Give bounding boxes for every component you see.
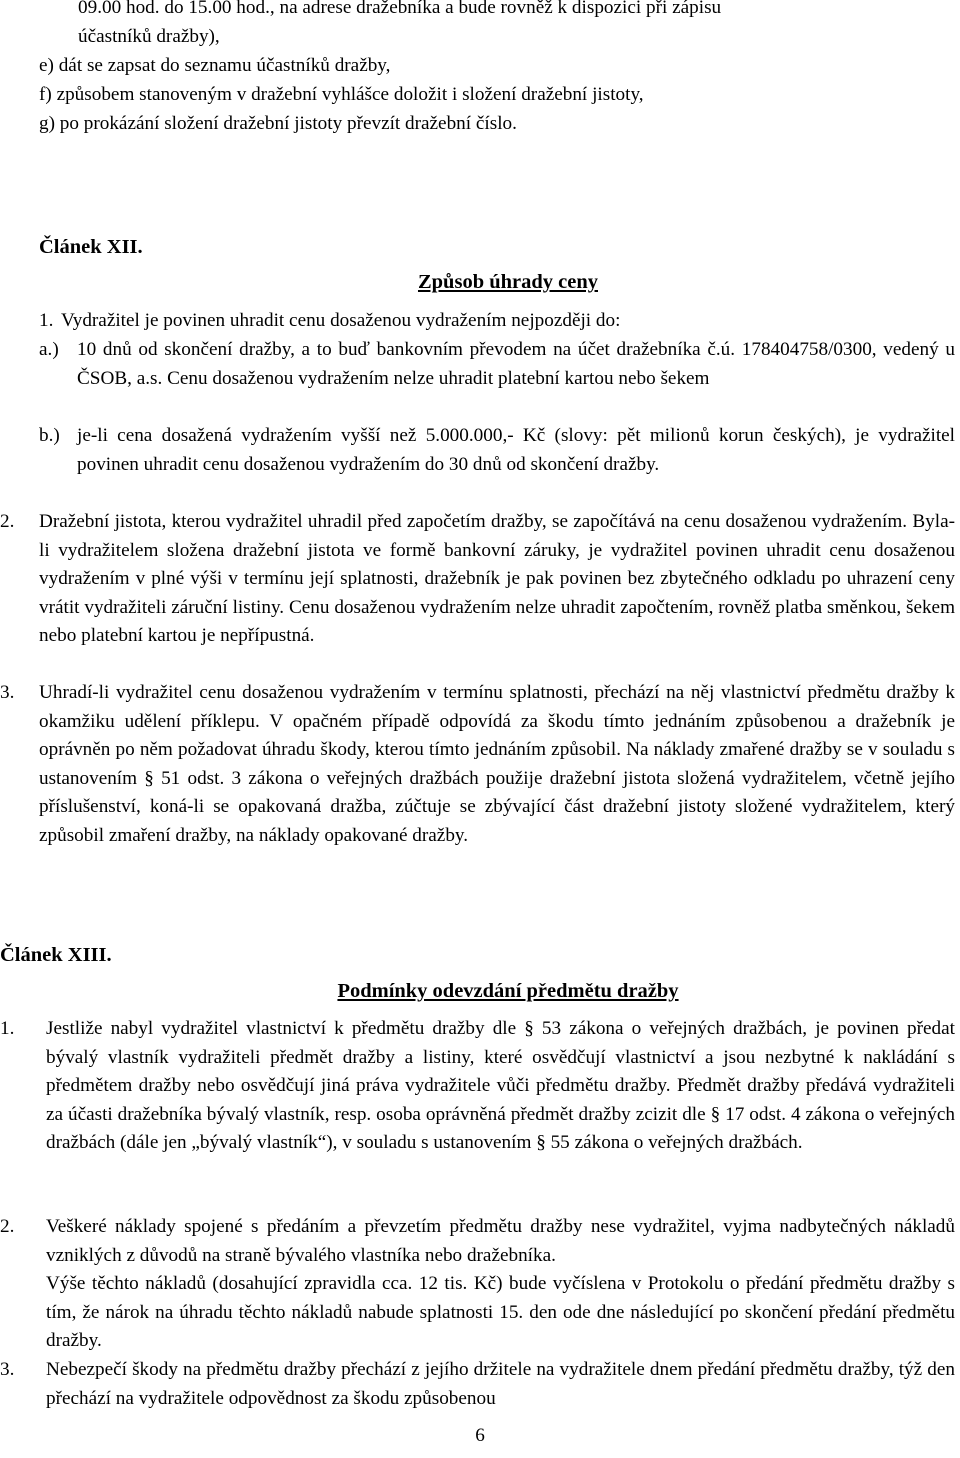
item-g: g) po prokázání složení dražební jistoty převzít dražební číslo. bbox=[39, 113, 517, 134]
page-number: 6 bbox=[475, 1425, 485, 1446]
item-number: 2. bbox=[0, 511, 15, 532]
item-text: je-li cena dosažená vydražením vyšší než 5.000.000,- Kč (slovy: pět milionů korun českých), je vydražitel povinen uhradit cenu dosaženou vydražením do 30 dnů od skončení dražby. bbox=[77, 425, 955, 475]
article-12-heading: Článek XII. bbox=[39, 236, 143, 258]
item-text: Nebezpečí škody na předmětu dražby přechází z jejího držitele na vydražitele dnem předání předmětu dražby, týž den přechází na vydražitele odpovědnost za škodu způsobenou bbox=[46, 1359, 955, 1409]
item-number: 1. bbox=[0, 1018, 15, 1039]
item-text-cont: Výše těchto nákladů (dosahující zpravidla cca. 12 tis. Kč) bude vyčíslena v Protokolu o předání předmětu dražby s tím, že nárok na úhradu těchto nákladů nabude splatnosti 15. den ode dne následující po skončení předání předmětu dražby. bbox=[46, 1273, 955, 1352]
item-number: 3. bbox=[0, 1359, 15, 1380]
article-13-heading: Článek XIII. bbox=[0, 944, 112, 966]
article-12-item-a bbox=[39, 336, 955, 393]
item-text: Veškeré náklady spojené s předáním a převzetím předmětu dražby nese vydražitel, vyjma nadbytečných nákladů vzniklých z důvodů na straně bývalého vlastníka nebo dražebníka. bbox=[46, 1216, 955, 1266]
article-12-item-2 bbox=[0, 508, 955, 651]
article-13-item-1 bbox=[0, 1015, 955, 1158]
article-13-item-3 bbox=[0, 1356, 955, 1413]
item-number: a.) bbox=[39, 339, 59, 360]
item-number: b.) bbox=[39, 425, 60, 446]
item-f: f) způsobem stanoveným v dražební vyhlášce doložit i složení dražební jistoty, bbox=[39, 84, 644, 105]
continuation-line-1: 09.00 hod. do 15.00 hod., na adrese dražebníka a bude rovněž k dispozici při zápisu bbox=[78, 0, 722, 18]
article-12-item-b bbox=[39, 422, 955, 479]
item-text: Dražební jistota, kterou vydražitel uhradil před započetím dražby, se započítává na cenu dosaženou vydražením. Byla-li vydražitelem složena dražební jistota ve formě bankovní záruky, je vydražitel povinen uhradit cenu dosaženou vydražením v plné výši v termínu její splatnosti, dražebník je pak povinen bez zbytečného odkladu po uhrazení ceny vrátit vydražiteli záruční listiny. Cenu dosaženou vydražením nelze uhradit započtením, rovněž platba směnkou, šekem nebo platební kartou je nepřípustná. bbox=[39, 511, 955, 647]
article-13-item-2 bbox=[0, 1213, 955, 1356]
item-text: Vydražitel je povinen uhradit cenu dosaženou vydražením nejpozději do: bbox=[61, 310, 621, 331]
item-text: Uhradí-li vydražitel cenu dosaženou vydražením v termínu splatnosti, přechází na něj vlastnictví předmětu dražby k okamžiku udělení příklepu. V opačném případě odpovídá za škodu tímto jednáním způsobenou a dražebník je oprávněn po něm požadovat úhradu škody, kterou tímto jednáním způsobil. Na náklady zmařené dražby se v souladu s ustanovením § 51 odst. 3 zákona o veřejných dražbách použije dražební jistota složená vydražitelem, včetně jejího příslušenství, koná-li se opakovaná dražba, zúčtuje se zbývající část dražební jistoty složené vydražitelem, který způsobil zmaření dražby, na náklady opakované dražby. bbox=[39, 682, 955, 846]
continuation-line-2: účastníků dražby), bbox=[78, 26, 220, 47]
item-number: 1. bbox=[39, 310, 54, 331]
item-number: 2. bbox=[0, 1216, 15, 1237]
item-text: 10 dnů od skončení dražby, a to buď bankovním převodem na účet dražebníka č.ú. 178404758/0300, vedený u ČSOB, a.s. Cenu dosaženou vydražením nelze uhradit platební kartou nebo šekem bbox=[77, 339, 955, 389]
item-e: e) dát se zapsat do seznamu účastníků dražby, bbox=[39, 55, 391, 76]
article-12-subheading: Způsob úhrady ceny bbox=[417, 271, 598, 293]
item-text: Jestliže nabyl vydražitel vlastnictví k předmětu dražby dle § 53 zákona o veřejných dražbách, je povinen předat bývalý vlastník vydražiteli předmět dražby a listiny, které osvědčují vlastnictví a jsou nezbytné k nakládání s předmětem dražby nebo osvědčují jiná práva vydražitele vůči předmětu dražby. Předmět dražby předává vydražiteli za účasti dražebníka bývalý vlastník, resp. osoba oprávněná předmět dražby zcizit dle § 17 odst. 4 zákona o veřejných dražbách (dále jen „bývalý vlastník“), v souladu s ustanovením § 55 zákona o veřejných dražbách. bbox=[46, 1018, 955, 1154]
item-number: 3. bbox=[0, 682, 15, 703]
article-12-item-3 bbox=[0, 679, 955, 851]
article-13-subheading: Podmínky odevzdání předmětu dražby bbox=[337, 980, 679, 1002]
